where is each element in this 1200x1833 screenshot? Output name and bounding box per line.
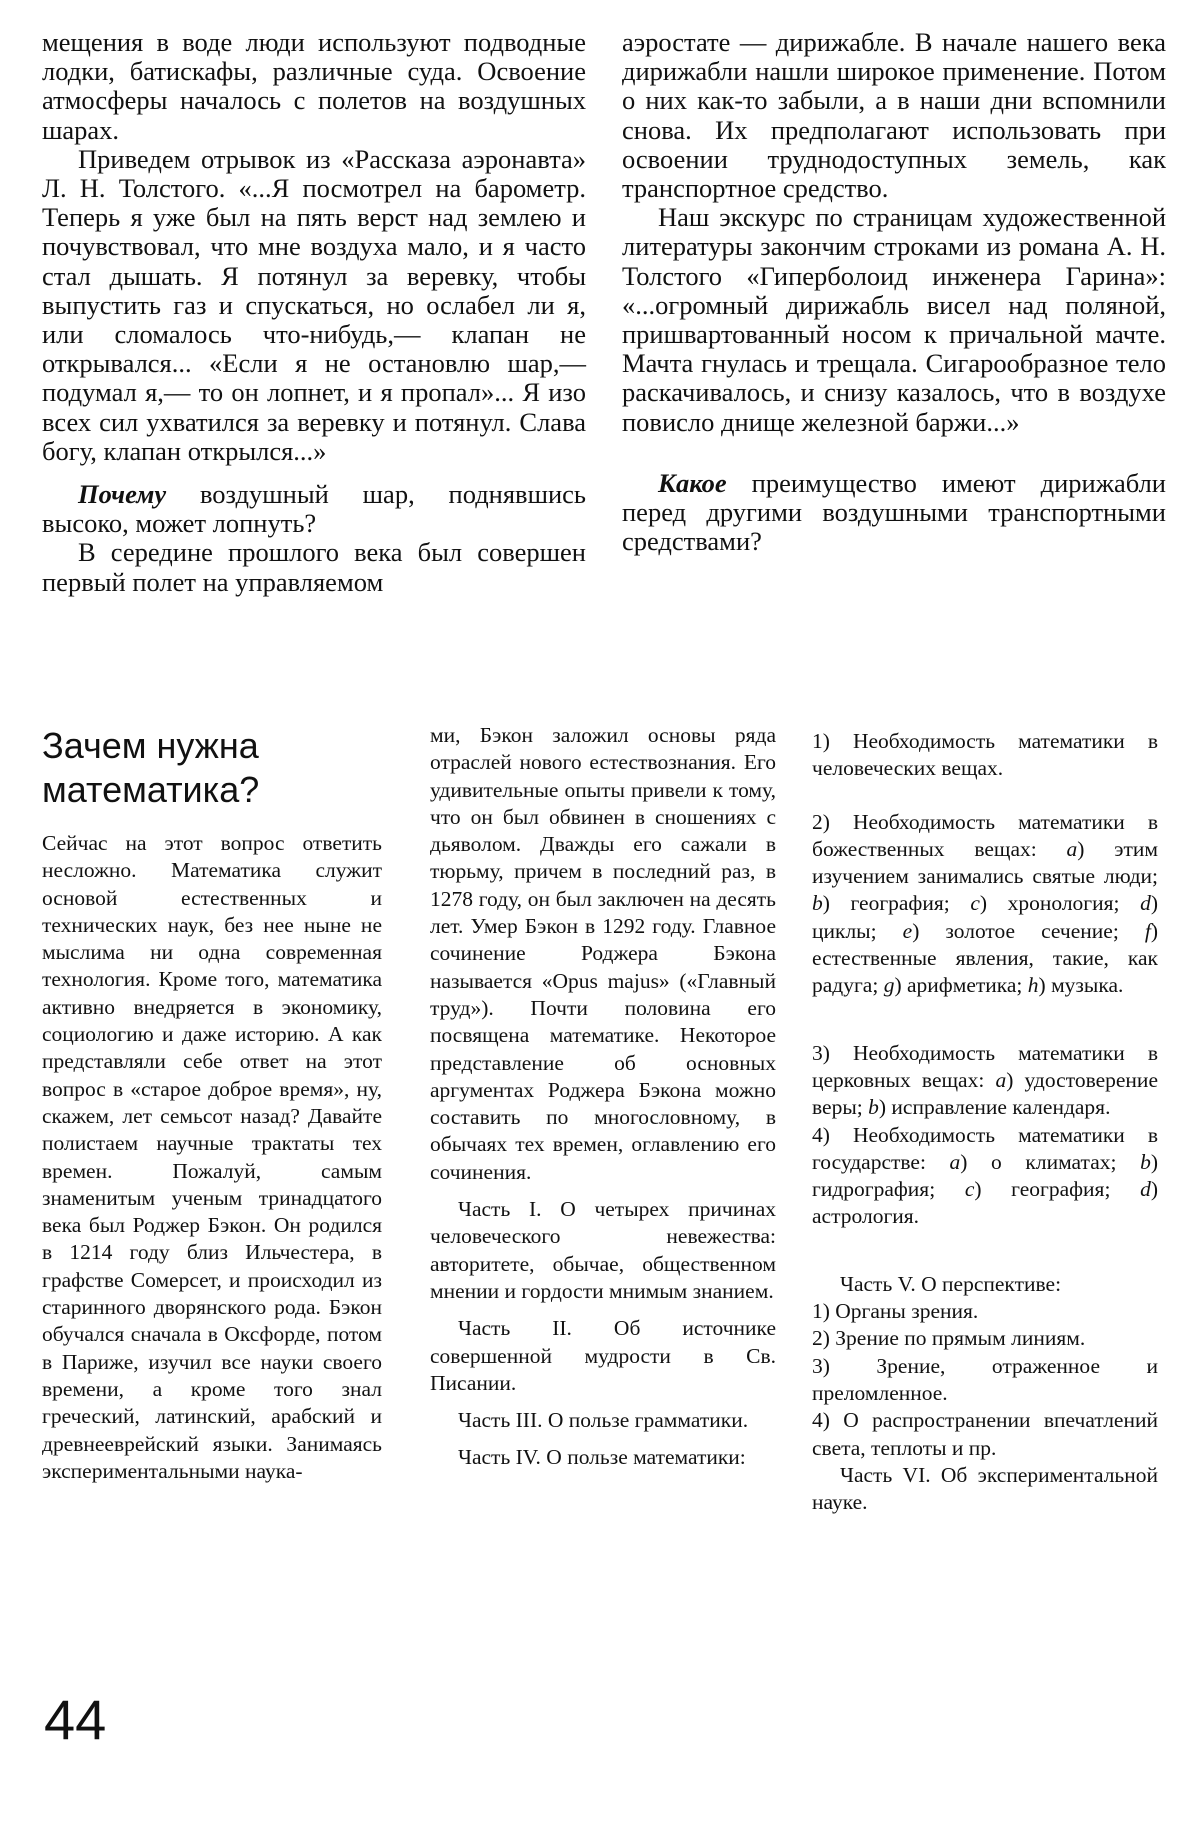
item-text: ) этим изучением занимались святые люди; bbox=[812, 836, 1158, 889]
item-letter: a bbox=[1066, 836, 1078, 861]
item-text: ) естественные явления, такие, как радуга; bbox=[812, 918, 1158, 998]
item-text: ) арифметика; bbox=[894, 973, 1028, 998]
contents-item-4 bbox=[812, 1122, 1158, 1231]
item-letter: f bbox=[1144, 918, 1151, 943]
contents-part-1: Часть I. О четырех причинах человеческого невежества: авторитете, обычае, общественном мнении и гордости мнимым знанием. bbox=[430, 1197, 776, 1303]
section-title: Зачем нужна математика? bbox=[42, 725, 260, 810]
item-text: ) циклы; bbox=[812, 891, 1158, 943]
paragraph: мещения в воде люди используют подводные лодки, батискафы, различные суда. Освоение атмосферы началось с полетов на воздушных шарах. bbox=[42, 27, 586, 145]
item-text: 2) Необходимость математики в божественных вещах: bbox=[812, 809, 1158, 861]
item-text: ) исправление календаря. bbox=[878, 1095, 1111, 1120]
item-letter: c bbox=[964, 1177, 975, 1202]
contents-part-2: Часть II. Об источнике совершенной мудрости в Св. Писании. bbox=[430, 1316, 776, 1395]
question-lead-word: Какое bbox=[658, 467, 727, 498]
contents-part-4: Часть IV. О пользе математики: bbox=[458, 1445, 746, 1470]
paragraph: аэростате — дирижабле. В начале нашего века дирижабли нашли широкое применение. Потом о них как-то забыли, а в наши дни вспомнили снова. Их предполагают использовать при освоении труднодоступных земель, как транспортное средство. bbox=[622, 27, 1166, 204]
item-text: ) география; bbox=[974, 1177, 1141, 1202]
item-letter: c bbox=[970, 891, 980, 916]
contents-item-3 bbox=[812, 1040, 1158, 1122]
paragraph: В середине прошлого века был совершен первый полет на управляемом bbox=[42, 537, 586, 597]
question-text: воздушный шар, поднявшись высоко, может лопнуть? bbox=[42, 479, 586, 539]
item-text: ) о климатах; bbox=[960, 1149, 1141, 1174]
contents-part-6: Часть VI. Об экспериментальной науке. bbox=[812, 1462, 1158, 1515]
question-airship bbox=[622, 469, 1166, 557]
question-balloon bbox=[42, 480, 586, 538]
item-letter: h bbox=[1027, 973, 1039, 998]
item-text: ) музыка. bbox=[1038, 973, 1124, 998]
item-text: ) золотое сечение; bbox=[912, 918, 1145, 943]
question-lead-word: Почему bbox=[78, 479, 167, 510]
item-letter: d bbox=[1140, 1177, 1151, 1202]
item-text: ) астрология. bbox=[812, 1177, 1158, 1229]
page-number: 44 bbox=[44, 1688, 107, 1751]
item-text: 4) Необходимость математики в государстве: bbox=[812, 1122, 1158, 1174]
item-text: ) удостоверение веры; bbox=[812, 1067, 1158, 1120]
contents-item-1: 1) Необходимость математики в человеческих вещах. bbox=[812, 729, 1158, 781]
paragraph-tolstoy-quote: Приведем отрывок из «Рассказа аэронавта» Л. Н. Толстого. «...Я посмотрел на барометр. Теперь я уже был на пять верст над землею и почувствовал, что мне воздуха мало, и я часто стал дышать. Я потянул за веревку, чтобы выпустить газ и спускаться, но ослабел ли я, или сломалось что-нибудь,— клапан не открывался... «Если я не остановлю шар,— подумал я,— то он лопнет, и я пропал»... Я изо всех сил ухватился за веревку и потянул. Слава богу, клапан открылся...» bbox=[42, 143, 586, 466]
top-left-column bbox=[42, 28, 586, 597]
contents-part-3: Часть III. О пользе грамматики. bbox=[458, 1408, 749, 1433]
item-letter: g bbox=[883, 973, 895, 998]
paragraph-bacon-intro: Сейчас на этот вопрос ответить несложно. Математика служит основой естественных и технических наук, без нее ныне не мыслима ни одна современная технология. Кроме того, математика активно внедряется в экономику, социологию и даже историю. А как представляли себе ответ на этот вопрос в «старое доброе время», ну, скажем, лет семьсот назад? Давайте полистаем научные трактаты тех времен. Пожалуй, самым знаменитым ученым тринадцатого века был Роджер Бэкон. Он родился в 1214 году близ Ильчестера, в графстве Сомерсет, и происходил из старинного дворянского рода. Бэкон обучался сначала в Оксфорде, потом в Париже, изучил все науки своего времени, а кроме того знал греческий, латинский, арабский и древнееврейский языки. Занимаясь экспериментальными наука- bbox=[42, 831, 382, 1483]
top-right-column bbox=[622, 28, 1166, 556]
contents-part-5-item-4: 4) О распространении впечатлений света, теплоты и пр. bbox=[812, 1408, 1158, 1460]
question-text: преимущество имеют дирижабли перед другими воздушными транспортными средствами? bbox=[622, 467, 1166, 557]
contents-part-5: Часть V. О перспективе: bbox=[840, 1271, 1062, 1296]
item-text: ) хронология; bbox=[979, 891, 1141, 916]
contents-part-5-item-2: 2) Зрение по прямым линиям. bbox=[812, 1326, 1086, 1351]
item-text: 3) Необходимость математики в церковных вещах: bbox=[812, 1040, 1158, 1092]
item-letter: d bbox=[1140, 891, 1151, 916]
contents-part-5-item-3: 3) Зрение, отраженное и преломленное. bbox=[812, 1353, 1158, 1405]
item-text: ) география; bbox=[822, 891, 971, 916]
section-column-b bbox=[430, 722, 776, 1472]
item-text: ) гидрография; bbox=[812, 1149, 1158, 1202]
paragraph-hyperboloid-quote: Наш экскурс по страницам художественной литературы закончим строками из романа А. Н. Толстого «Гиперболоид инженера Гарина»: «...огромный дирижабль висел над поляной, пришвартованный носом к причальной мачте. Мачта гнулась и трещала. Сигарообразное тело раскачивалось, и снизу казалось, что в воздухе повисло днище железной баржи...» bbox=[622, 202, 1166, 437]
contents-item-2 bbox=[812, 809, 1158, 1000]
item-letter: b bbox=[812, 891, 823, 916]
paragraph-bacon-works: ми, Бэкон заложил основы ряда отраслей нового естествознания. Его удивительные опыты привели к тому, что он был обвинен в сношениях с дьяволом. Дважды его сажали в тюрьму, причем в последний раз, в 1278 году, он был заключен на десять лет. Умер Бэкон в 1292 году. Главное сочинение Роджера Бэкона называется «Opus majus» («Главный труд»). Почти половина его посвящена математике. Некоторое представление об основных аргументах Роджера Бэкона можно составить по многословному, в обычаях тех времен, оглавлению его сочинения. bbox=[430, 723, 776, 1184]
item-letter: a bbox=[949, 1149, 961, 1174]
section-column-c bbox=[812, 728, 1158, 1516]
item-letter: e bbox=[902, 918, 913, 943]
item-letter: b bbox=[1140, 1149, 1151, 1174]
contents-part-5-item-1: 1) Органы зрения. bbox=[812, 1299, 979, 1324]
item-letter: a bbox=[995, 1067, 1007, 1092]
section-column-a bbox=[42, 830, 382, 1485]
item-letter: b bbox=[868, 1095, 879, 1120]
